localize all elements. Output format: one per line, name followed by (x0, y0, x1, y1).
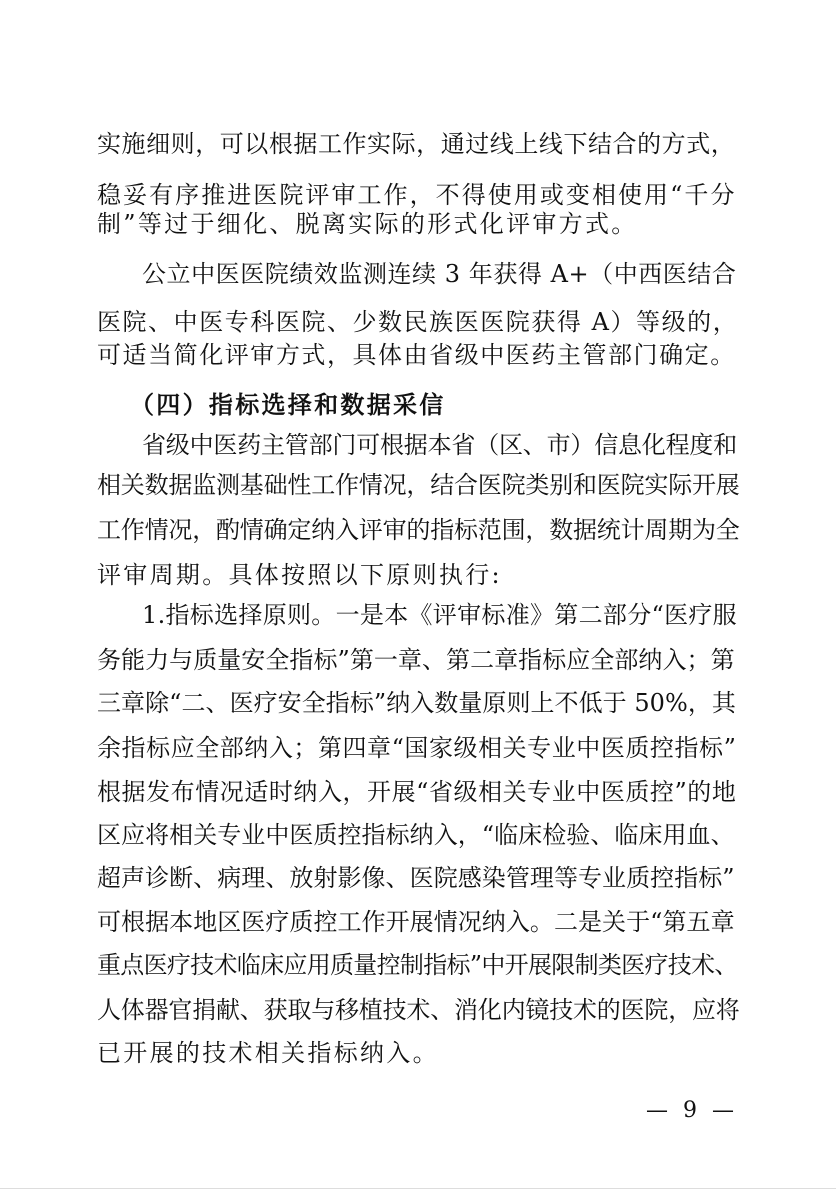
section-heading: （四）指标选择和数据采信 (130, 390, 446, 419)
paragraph-line-12: 1.指标选择原则。一是本《评审标准》第二部分“医疗服 (142, 601, 737, 629)
paragraph-line-20: 重点医疗技术临床应用质量控制指标”中开展限制类医疗技术、 (97, 951, 738, 979)
paragraph-line-17: 区应将相关专业中医质控指标纳入，“临床检验、临床用血、 (97, 821, 735, 849)
paragraph-line-2: 稳妥有序推进医院评审工作，不得使用或变相使用“千分 (97, 181, 737, 209)
paragraph-line-5: 医院、中医专科医院、少数民族医医院获得 A）等级的， (97, 308, 739, 336)
paragraph-line-10: 工作情况，酌情确定纳入评审的指标范围，数据统计周期为全 (97, 516, 740, 544)
paragraph-line-18: 超声诊断、病理、放射影像、医院感染管理等专业质控指标” (97, 864, 735, 892)
paragraph-line-3: 制”等过于细化、脱离实际的形式化评审方式。 (97, 210, 638, 238)
paragraph-line-16: 根据发布情况适时纳入，开展“省级相关专业中医质控”的地 (97, 778, 737, 806)
page-bottom-divider (0, 1188, 836, 1189)
paragraph-line-14: 三章除“二、医疗安全指标”纳入数量原则上不低于 50%，其 (97, 689, 736, 717)
paragraph-line-11: 评审周期。具体按照以下原则执行: (97, 561, 502, 589)
paragraph-line-22: 已开展的技术相关指标纳入。 (97, 1039, 439, 1067)
paragraph-line-9: 相关数据监测基础性工作情况，结合医院类别和医院实际开展 (97, 471, 740, 499)
paragraph-line-13: 务能力与质量安全指标”第一章、第二章指标应全部纳入；第 (97, 646, 735, 674)
paragraph-line-19: 可根据本地区医疗质控工作开展情况纳入。二是关于“第五章 (97, 908, 735, 936)
paragraph-line-21: 人体器官捐献、获取与移植技术、消化内镜技术的医院，应将 (97, 996, 740, 1024)
paragraph-line-4: 公立中医医院绩效监测连续 3 年获得 A+（中西医结合 (142, 260, 737, 288)
paragraph-line-1: 实施细则，可以根据工作实际，通过线上线下结合的方式， (97, 130, 736, 158)
paragraph-line-15: 余指标应全部纳入；第四章“国家级相关专业中医质控指标” (97, 734, 737, 762)
paragraph-line-8: 省级中医药主管部门可根据本省（区、市）信息化程度和 (142, 431, 737, 459)
page-number: — 9 — (646, 1098, 738, 1123)
paragraph-line-6: 可适当简化评审方式，具体由省级中医药主管部门确定。 (97, 341, 736, 369)
